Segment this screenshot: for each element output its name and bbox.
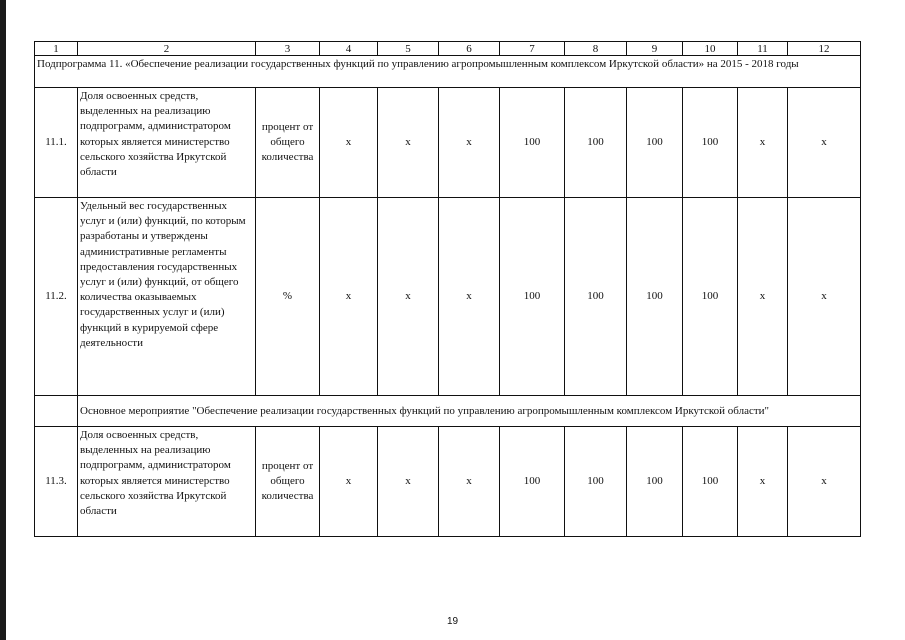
value-cell: 100	[627, 88, 683, 198]
row-number: 11.3.	[35, 427, 78, 537]
value-cell: 100	[565, 198, 627, 396]
scan-edge-shadow	[0, 0, 6, 640]
column-number: 7	[500, 42, 565, 56]
value-cell: х	[378, 427, 439, 537]
column-number: 11	[738, 42, 788, 56]
column-number: 1	[35, 42, 78, 56]
value-cell: 100	[565, 427, 627, 537]
value-cell: х	[439, 198, 500, 396]
activity-row	[35, 396, 861, 427]
activity-row-number-cell	[35, 396, 78, 427]
indicator-name: Доля освоенных средств, выделенных на реализацию подпрограмм, администратором которых является министерство сельского хозяйства Иркутской области	[78, 88, 256, 198]
table-row	[35, 88, 861, 198]
value-cell: 100	[500, 427, 565, 537]
page-number: 19	[446, 616, 459, 627]
value-cell: 100	[500, 88, 565, 198]
value-cell: х	[788, 427, 861, 537]
value-cell: 100	[683, 88, 738, 198]
unit-of-measure: процент от общего количества	[256, 88, 320, 198]
value-cell: х	[738, 198, 788, 396]
value-cell: 100	[627, 198, 683, 396]
indicator-name: Доля освоенных средств, выделенных на реализацию подпрограмм, администратором которых является министерство сельского хозяйства Иркутской области	[78, 427, 256, 537]
column-number: 4	[320, 42, 378, 56]
column-number: 10	[683, 42, 738, 56]
column-number-row	[35, 42, 861, 56]
subprogram-title: Подпрограмма 11. «Обеспечение реализации государственных функций по управлению агропромышленным комплексом Иркутской области» на 2015 - 2018 годы	[35, 56, 861, 88]
table-row	[35, 198, 861, 396]
subprogram-row	[35, 56, 861, 88]
value-cell: х	[788, 198, 861, 396]
column-number: 12	[788, 42, 861, 56]
activity-title: Основное мероприятие "Обеспечение реализации государственных функций по управлению агропромышленным комплексом Иркутской области"	[78, 396, 861, 427]
value-cell: 100	[683, 427, 738, 537]
value-cell: х	[378, 88, 439, 198]
column-number: 5	[378, 42, 439, 56]
column-number: 2	[78, 42, 256, 56]
row-number: 11.1.	[35, 88, 78, 198]
value-cell: 100	[683, 198, 738, 396]
value-cell: 100	[565, 88, 627, 198]
value-cell: 100	[500, 198, 565, 396]
column-number: 8	[565, 42, 627, 56]
column-number: 3	[256, 42, 320, 56]
value-cell: х	[738, 427, 788, 537]
value-cell: х	[320, 427, 378, 537]
table-row	[35, 427, 861, 537]
value-cell: х	[378, 198, 439, 396]
value-cell: х	[320, 88, 378, 198]
indicator-table-container	[34, 41, 860, 537]
value-cell: х	[439, 88, 500, 198]
value-cell: х	[738, 88, 788, 198]
value-cell: х	[788, 88, 861, 198]
indicator-table	[34, 41, 861, 537]
value-cell: 100	[627, 427, 683, 537]
indicator-name: Удельный вес государственных услуг и (или) функций, по которым разработаны и утверждены административные регламенты предоставления государственных услуг и (или) функций, от общего количества оказываемых государственных услуг и (или) функций в курируемой сфере деятельности	[78, 198, 256, 396]
value-cell: х	[320, 198, 378, 396]
column-number: 9	[627, 42, 683, 56]
value-cell: х	[439, 427, 500, 537]
column-number: 6	[439, 42, 500, 56]
unit-of-measure: %	[256, 198, 320, 396]
unit-of-measure: процент от общего количества	[256, 427, 320, 537]
row-number: 11.2.	[35, 198, 78, 396]
